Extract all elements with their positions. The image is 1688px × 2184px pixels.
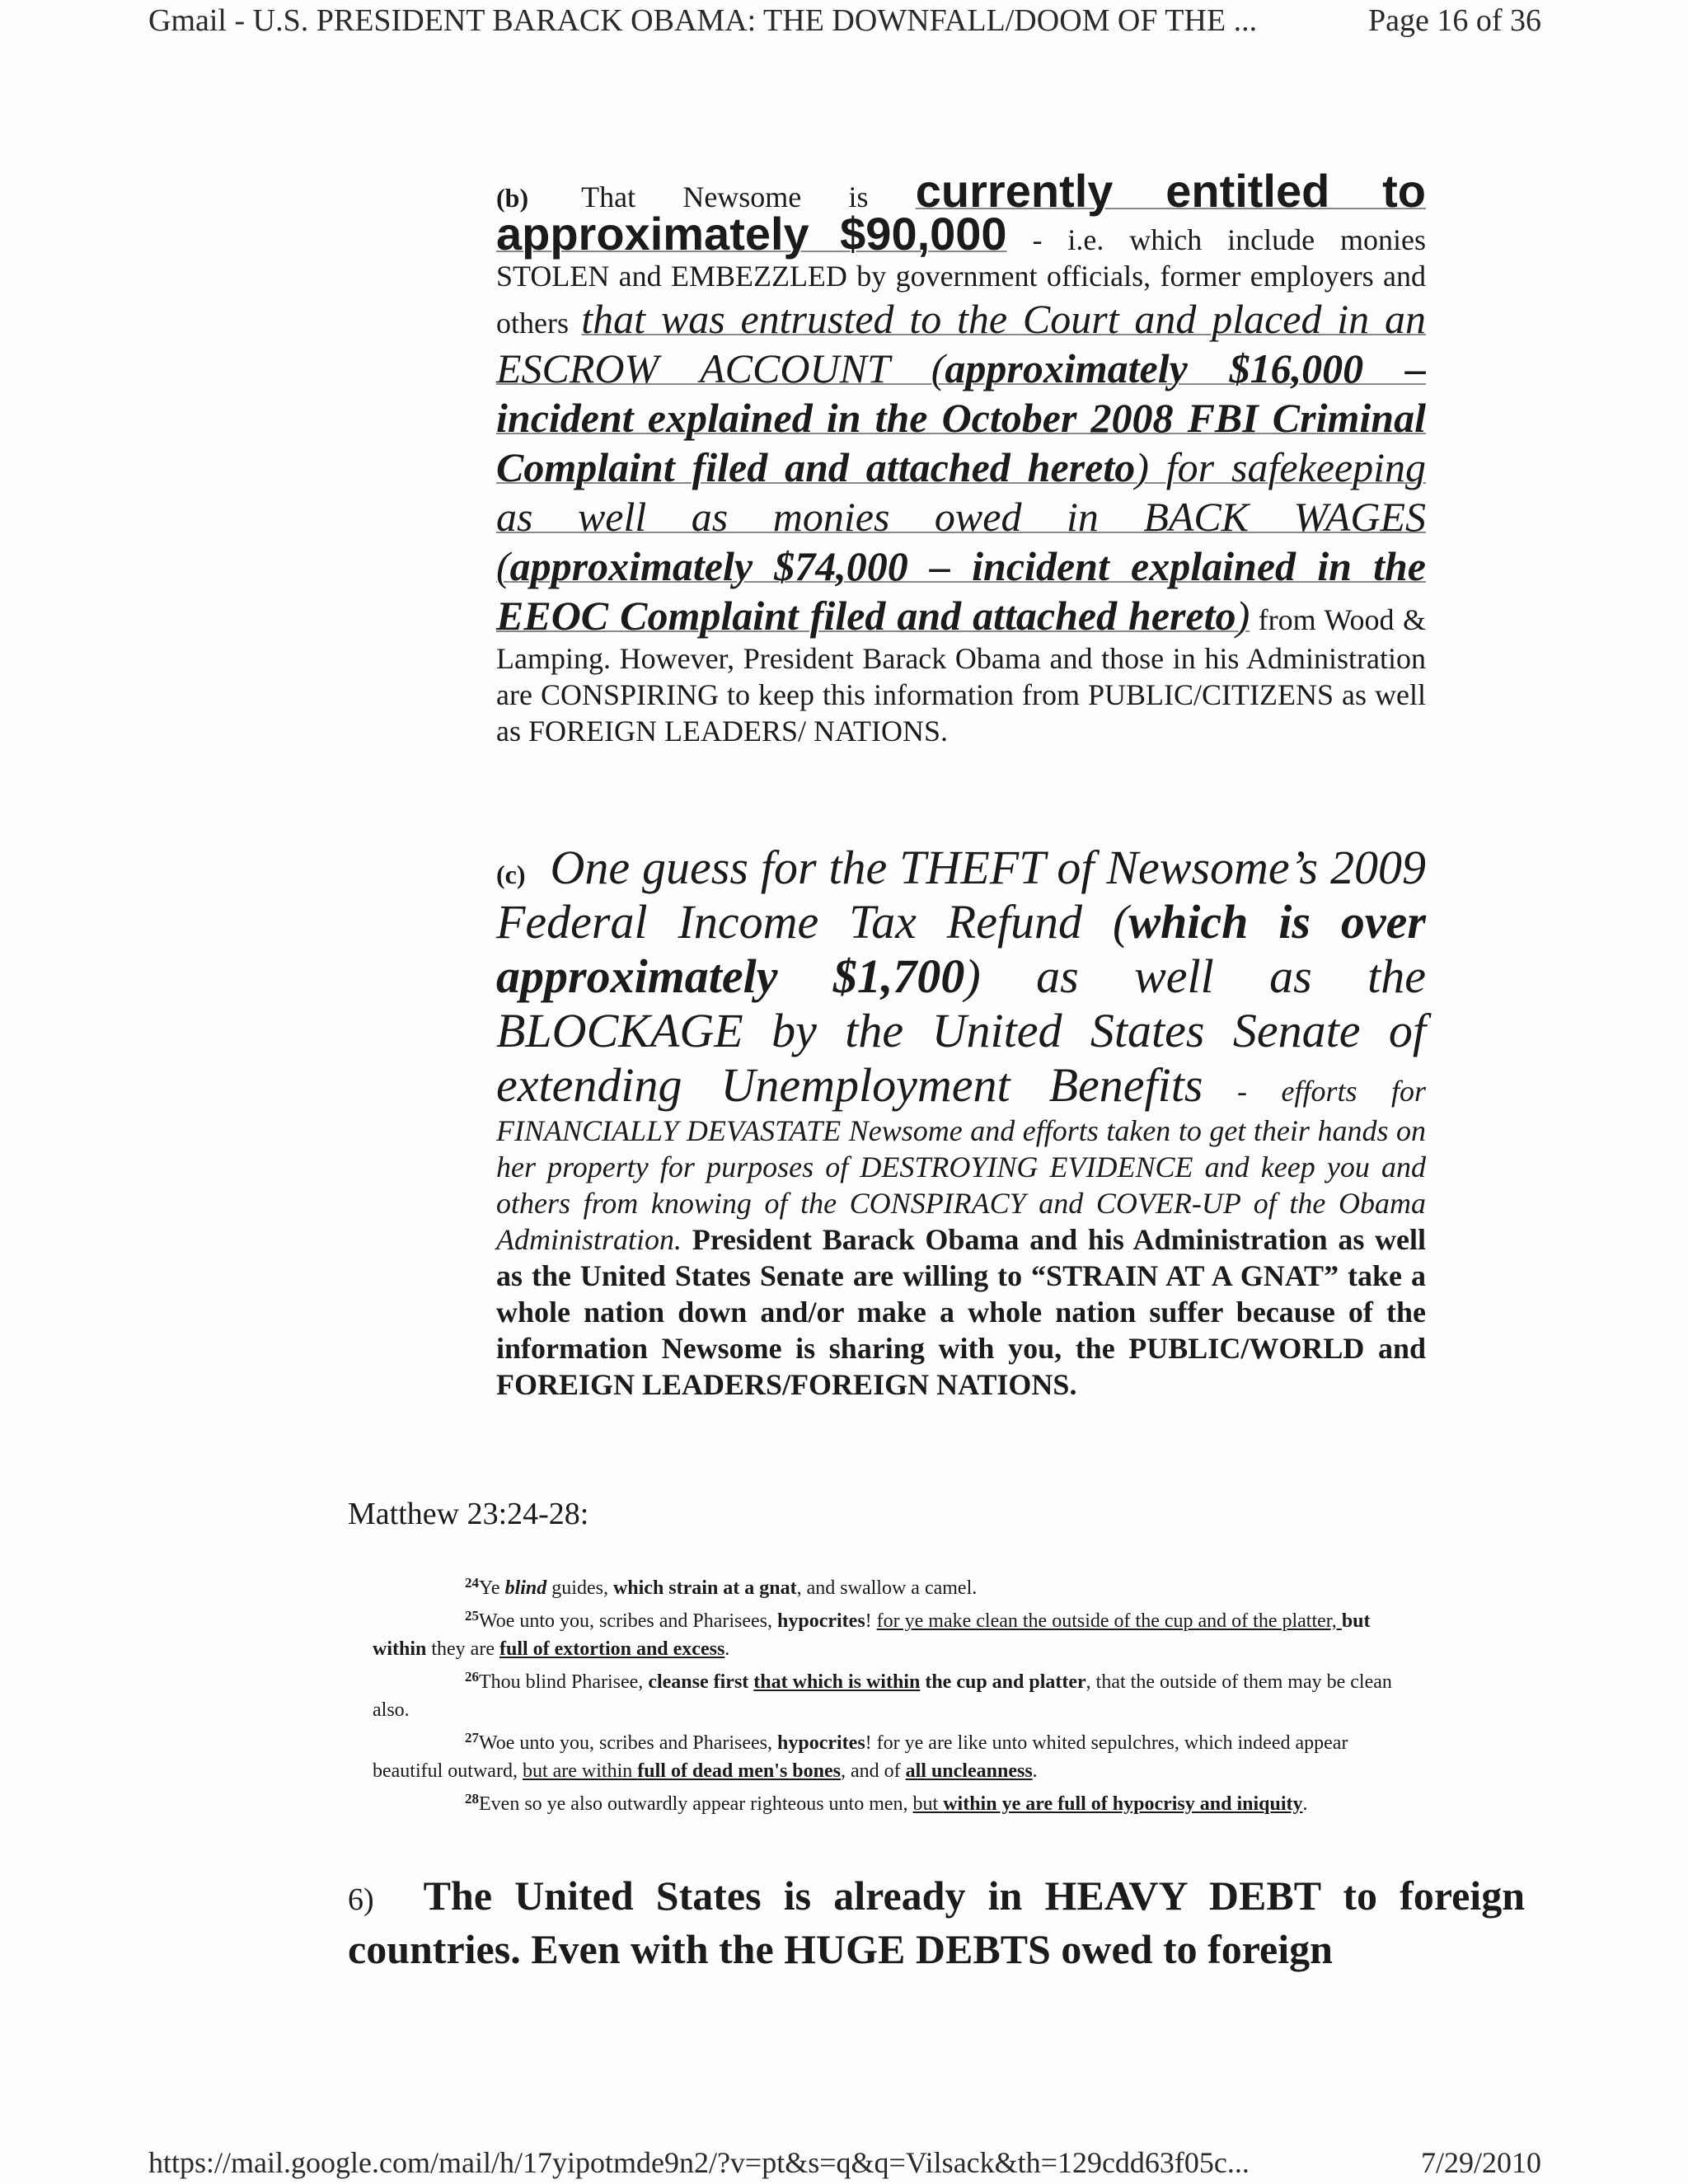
para-c-text-1: One guess for the THEFT of Newsome’s 2009 Federal Income Tax Refund ( bbox=[496, 841, 1426, 949]
verse-text: ! bbox=[865, 1610, 877, 1632]
paragraph-b bbox=[496, 165, 1426, 749]
verse-text: but within bbox=[373, 1610, 1371, 1660]
para-b-amount: currently entitled to approximately $90,000 bbox=[496, 165, 1426, 260]
para-b-text-5: approximately $16,000 – incident explained in the October 2008 FBI Criminal Complaint filed and attached hereto bbox=[496, 345, 1426, 490]
verse-text: all uncleanness bbox=[905, 1760, 1033, 1782]
verse-text: for ye make clean the outside of the cup and of the platter, bbox=[876, 1610, 1342, 1632]
para-c-text-4: - efforts for FINANCIALLY DEVASTATE Newsome and efforts taken to get their hands on her property for purposes of DESTROYING EVIDENCE and keep you and others from knowing of the CONSPIRACY and COVER-UP of the Obama Administration. bbox=[496, 1075, 1426, 1256]
verse-text: , and of bbox=[840, 1760, 906, 1782]
verse-text: full of dead men's bones bbox=[637, 1760, 841, 1782]
para-b-text-1: That Newsome is bbox=[581, 180, 916, 213]
verse-number: 26 bbox=[465, 1669, 479, 1685]
verse-27 bbox=[373, 1724, 1419, 1785]
verse-text: Ye bbox=[479, 1577, 505, 1599]
verse-text: blind bbox=[504, 1577, 547, 1599]
verse-text: which strain at a gnat bbox=[612, 1577, 797, 1599]
paragraph-number: 6) bbox=[348, 1882, 374, 1917]
print-footer bbox=[148, 2143, 1541, 2184]
verse-28 bbox=[373, 1785, 1419, 1818]
verse-text: , that the outside of them may be clean also. bbox=[373, 1671, 1392, 1721]
para-b-text-3: - i.e. which include monies STOLEN and EMBEZZLED by government officials, former employers and others bbox=[496, 223, 1426, 340]
verse-text: guides, bbox=[546, 1577, 613, 1599]
footer-date: 7/29/2010 bbox=[1420, 2146, 1541, 2179]
paragraph-6 bbox=[348, 1871, 1525, 1974]
paragraph-marker: (b) bbox=[496, 183, 529, 213]
verse-24 bbox=[373, 1569, 1419, 1602]
verse-text: cleanse first bbox=[648, 1671, 754, 1693]
scripture-verses bbox=[373, 1569, 1419, 1818]
para-c-text-2: which is over approximately $1,700 bbox=[496, 895, 1426, 1003]
paragraph-c bbox=[496, 841, 1426, 1403]
verse-text: hypocrites bbox=[777, 1610, 865, 1632]
para-b-text-9: from Wood & Lamping. However, President Barack Obama and those in his Administration are CONSPIRING to keep this information from PUBLIC/CITIZENS as well as FOREIGN LEADERS/ NATIONS. bbox=[496, 603, 1426, 748]
footer-url: https://mail.google.com/mail/h/17yipotmde9n2/?v=pt&s=q&q=Vilsack&th=129cdd63f05c... bbox=[148, 2146, 1250, 2179]
verse-number: 27 bbox=[465, 1730, 479, 1746]
header-title: Gmail - U.S. PRESIDENT BARACK OBAMA: THE DOWNFALL/DOOM OF THE ... bbox=[148, 3, 1258, 38]
verse-25 bbox=[373, 1602, 1419, 1663]
verse-text: within ye are full of hypocrisy and iniquity bbox=[943, 1793, 1303, 1815]
para-b-text-7: approximately $74,000 – incident explained in the EEOC Complaint filed and attached hereto bbox=[496, 543, 1426, 639]
verse-text: . bbox=[724, 1638, 730, 1660]
verse-text: but bbox=[912, 1793, 944, 1815]
verse-text: Even so ye also outwardly appear righteous unto men, bbox=[479, 1793, 913, 1815]
verse-text: . bbox=[1032, 1760, 1038, 1782]
paragraph-6-text: The United States is already in HEAVY DEBT to foreign countries. Even with the HUGE DEBTS owed to foreign bbox=[348, 1872, 1525, 1972]
verse-text: hypocrites bbox=[777, 1732, 865, 1754]
para-b-text-8: ) bbox=[1236, 593, 1250, 639]
page-number: Page 16 of 36 bbox=[1367, 3, 1541, 38]
para-c-text-5: President Barack Obama and his Administration as well as the United States Senate are willing to “STRAIN AT A GNAT” take a whole nation down and/or make a whole nation suffer because of the information Newsome is sharing with you, the PUBLIC/WORLD and FOREIGN LEADERS/FOREIGN NATIONS. bbox=[496, 1223, 1426, 1401]
verse-text: , and swallow a camel. bbox=[796, 1577, 978, 1599]
para-b-text-4: that was entrusted to the Court and placed in an ESCROW ACCOUNT ( bbox=[496, 296, 1426, 391]
verse-text: Woe unto you, scribes and Pharisees, bbox=[479, 1610, 777, 1632]
verse-text: they are bbox=[426, 1638, 499, 1660]
paragraph-marker: (c) bbox=[496, 860, 526, 889]
verse-text: . bbox=[1302, 1793, 1308, 1815]
verse-text: that which is within bbox=[753, 1671, 921, 1693]
verse-number: 25 bbox=[465, 1608, 479, 1624]
print-header bbox=[148, 0, 1541, 49]
verse-text: Thou blind Pharisee, bbox=[479, 1671, 649, 1693]
para-b-text-6: ) for safekeeping as well as monies owed in BACK WAGES ( bbox=[496, 444, 1426, 589]
verse-text: ! for ye are like unto whited sepulchres, which indeed appear beautiful outward, bbox=[373, 1732, 1348, 1782]
para-b-escrow bbox=[496, 296, 1426, 639]
verse-text: full of extortion and excess bbox=[499, 1638, 725, 1660]
verse-number: 28 bbox=[465, 1791, 479, 1807]
para-c-text-3: ) as well as the BLOCKAGE by the United States Senate of extending Unemployment Benefits bbox=[496, 949, 1426, 1112]
para-c-lead bbox=[496, 841, 1426, 1112]
verse-number: 24 bbox=[465, 1575, 479, 1591]
scripture-heading: Matthew 23:24-28: bbox=[348, 1497, 589, 1531]
verse-text: but are within bbox=[522, 1760, 638, 1782]
verse-text: the cup and platter bbox=[920, 1671, 1086, 1693]
verse-text: Woe unto you, scribes and Pharisees, bbox=[479, 1732, 777, 1754]
verse-26 bbox=[373, 1663, 1419, 1724]
